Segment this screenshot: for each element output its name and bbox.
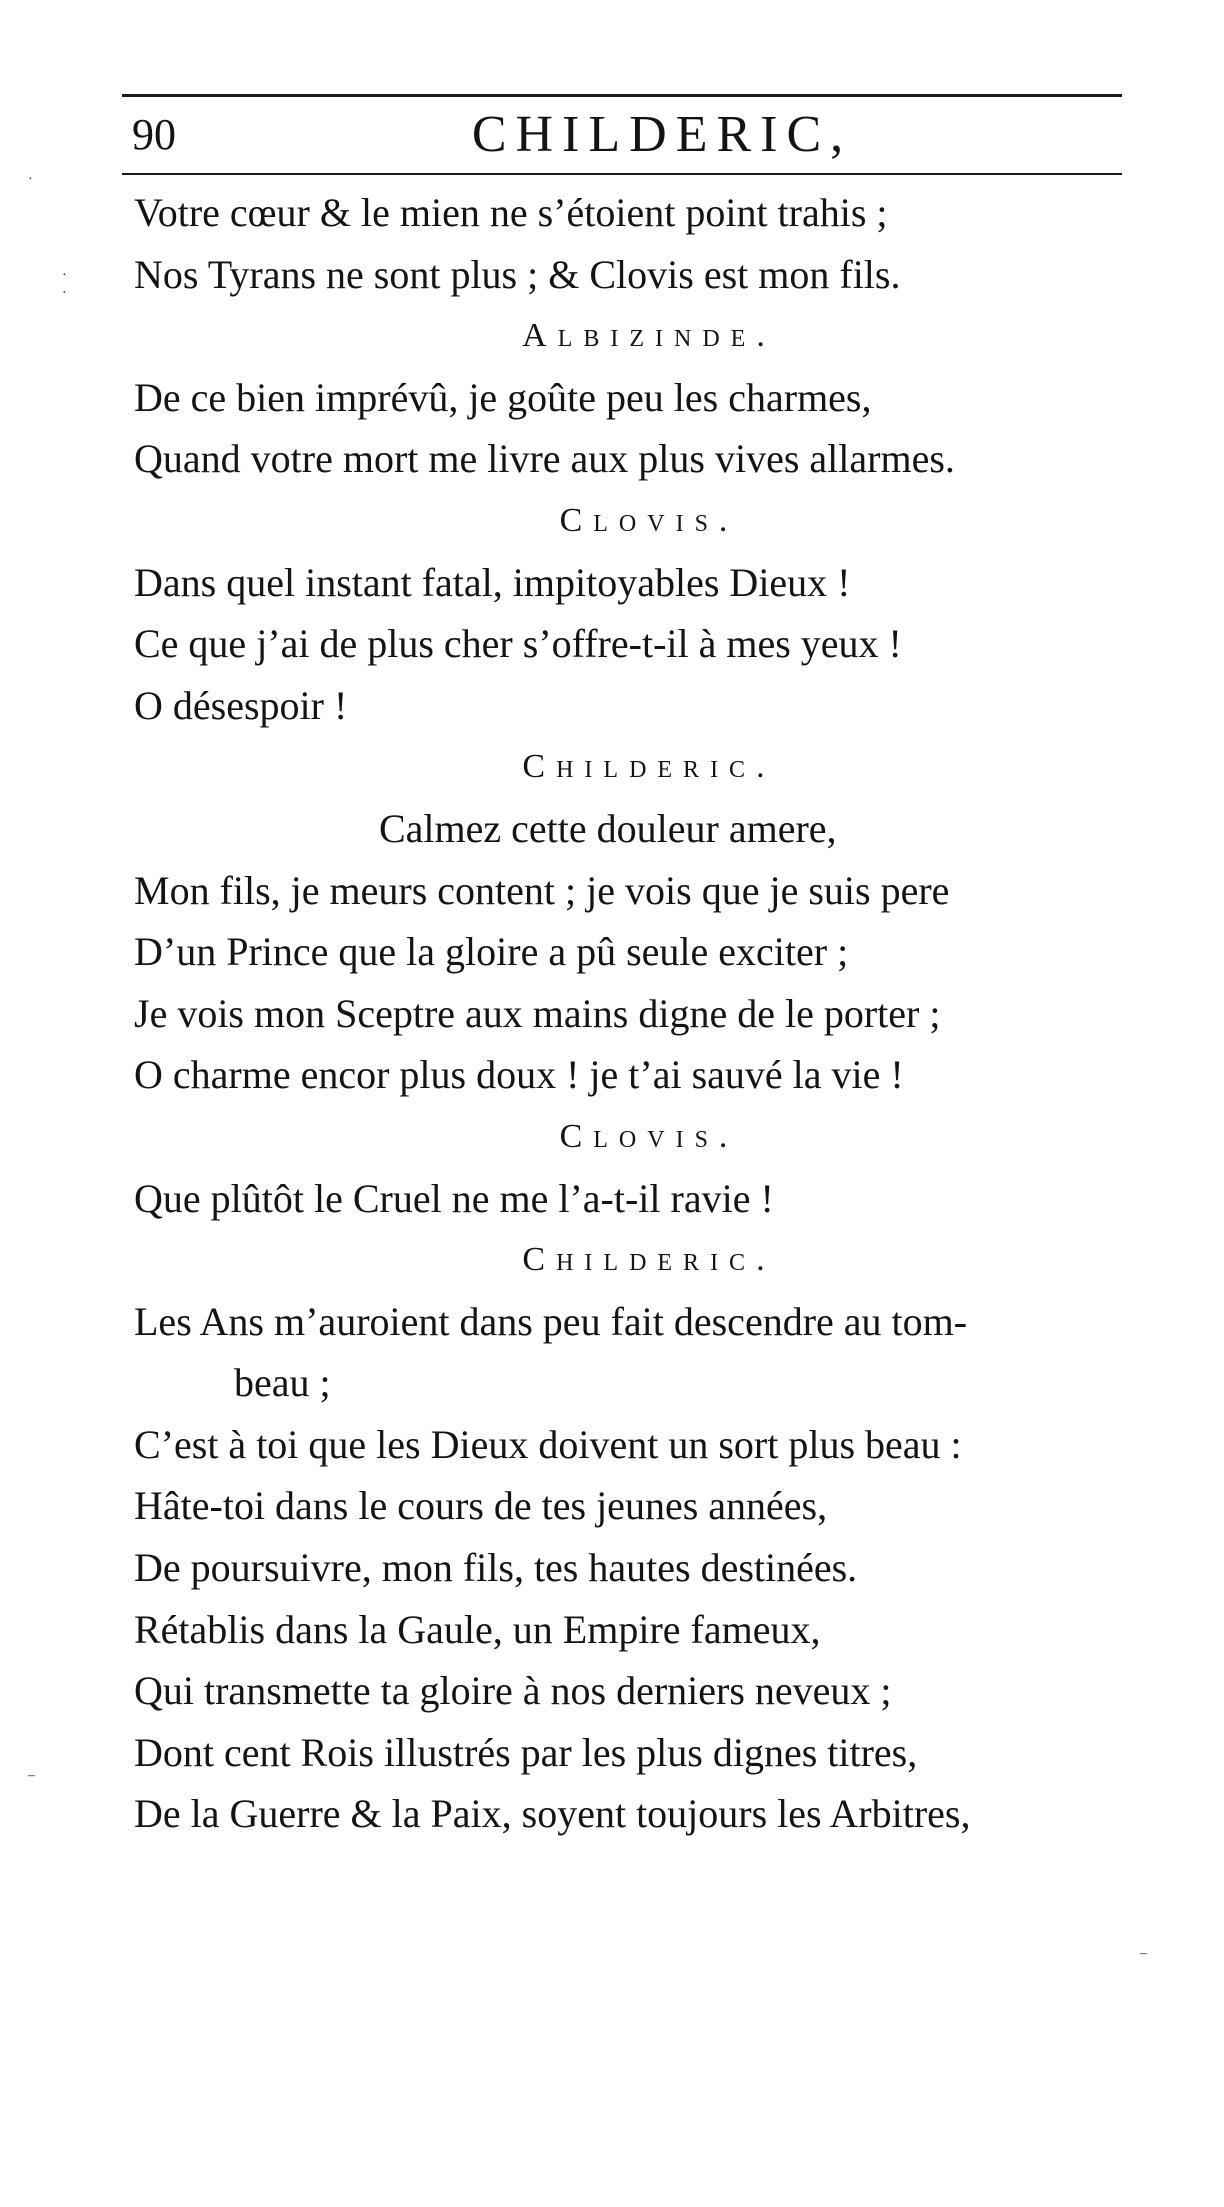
verse-line: Ce que j’ai de plus cher s’offre-t-il à mes yeux ! bbox=[134, 621, 902, 667]
verse-line: O désespoir ! bbox=[134, 682, 348, 728]
verse-line: Quand votre mort me livre aux plus vives allarmes. bbox=[134, 436, 955, 482]
verse-line: Rétablis dans la Gaule, un Empire fameux, bbox=[134, 1606, 821, 1652]
verse-line: O charme encor plus doux ! je t’ai sauvé la vie ! bbox=[134, 1052, 904, 1098]
verse-line: Qui transmette ta gloire à nos derniers neveux ; bbox=[134, 1668, 892, 1714]
verse-line: Dans quel instant fatal, impitoyables Dieux ! bbox=[134, 559, 851, 605]
verse-line: Votre cœur & le mien ne s’étoient point trahis ; bbox=[134, 190, 888, 235]
scan-speck: – bbox=[28, 1768, 35, 1783]
speaker-name: Clovis. bbox=[559, 1117, 739, 1155]
verse-line-continued: Calmez cette douleur amere, bbox=[379, 805, 837, 851]
running-head: CHILDERIC, bbox=[471, 106, 853, 163]
speaker-name: Childeric. bbox=[522, 1241, 776, 1279]
page-header bbox=[122, 100, 1122, 170]
verse-line: Mon fils, je meurs content ; je vois que je suis pere bbox=[134, 867, 950, 913]
verse-line: C’est à toi que les Dieux doivent un sort plus beau : bbox=[134, 1421, 962, 1467]
header-top-rule bbox=[122, 94, 1122, 97]
speaker-name: Albizinde. bbox=[522, 317, 776, 355]
verse-line: Les Ans m’auroient dans peu fait descendre au tom- bbox=[134, 1298, 968, 1344]
verse-line: Hâte-toi dans le cours de tes jeunes années, bbox=[134, 1483, 828, 1529]
verse-line: De la Guerre & la Paix, soyent toujours les Arbitres, bbox=[134, 1791, 971, 1837]
verse-line-turnover: beau ; bbox=[234, 1360, 331, 1406]
speaker-name: Clovis. bbox=[559, 501, 739, 539]
verse-line: D’un Prince que la gloire a pû seule exciter ; bbox=[134, 929, 849, 975]
scan-speck: · bbox=[62, 268, 67, 283]
verse-line: De poursuivre, mon fils, tes hautes destinées. bbox=[134, 1545, 858, 1591]
scan-speck: – bbox=[1140, 1946, 1147, 1961]
verse-line: Que plûtôt le Cruel ne me l’a-t-il ravie ! bbox=[134, 1175, 774, 1221]
scan-speck: · bbox=[62, 286, 67, 301]
verse-line: De ce bien imprévû, je goûte peu les charmes, bbox=[134, 374, 872, 420]
verse-line: Nos Tyrans ne sont plus ; & Clovis est mon fils. bbox=[134, 251, 901, 297]
page-number: 90 bbox=[132, 110, 176, 159]
verse-line: Dont cent Rois illustrés par les plus dignes titres, bbox=[134, 1729, 918, 1775]
play-text bbox=[134, 182, 1144, 1845]
speaker-name: Childeric. bbox=[522, 748, 776, 786]
scan-speck: · bbox=[28, 172, 33, 187]
header-bottom-rule bbox=[122, 173, 1122, 175]
verse-line: Je vois mon Sceptre aux mains digne de le porter ; bbox=[134, 990, 941, 1036]
